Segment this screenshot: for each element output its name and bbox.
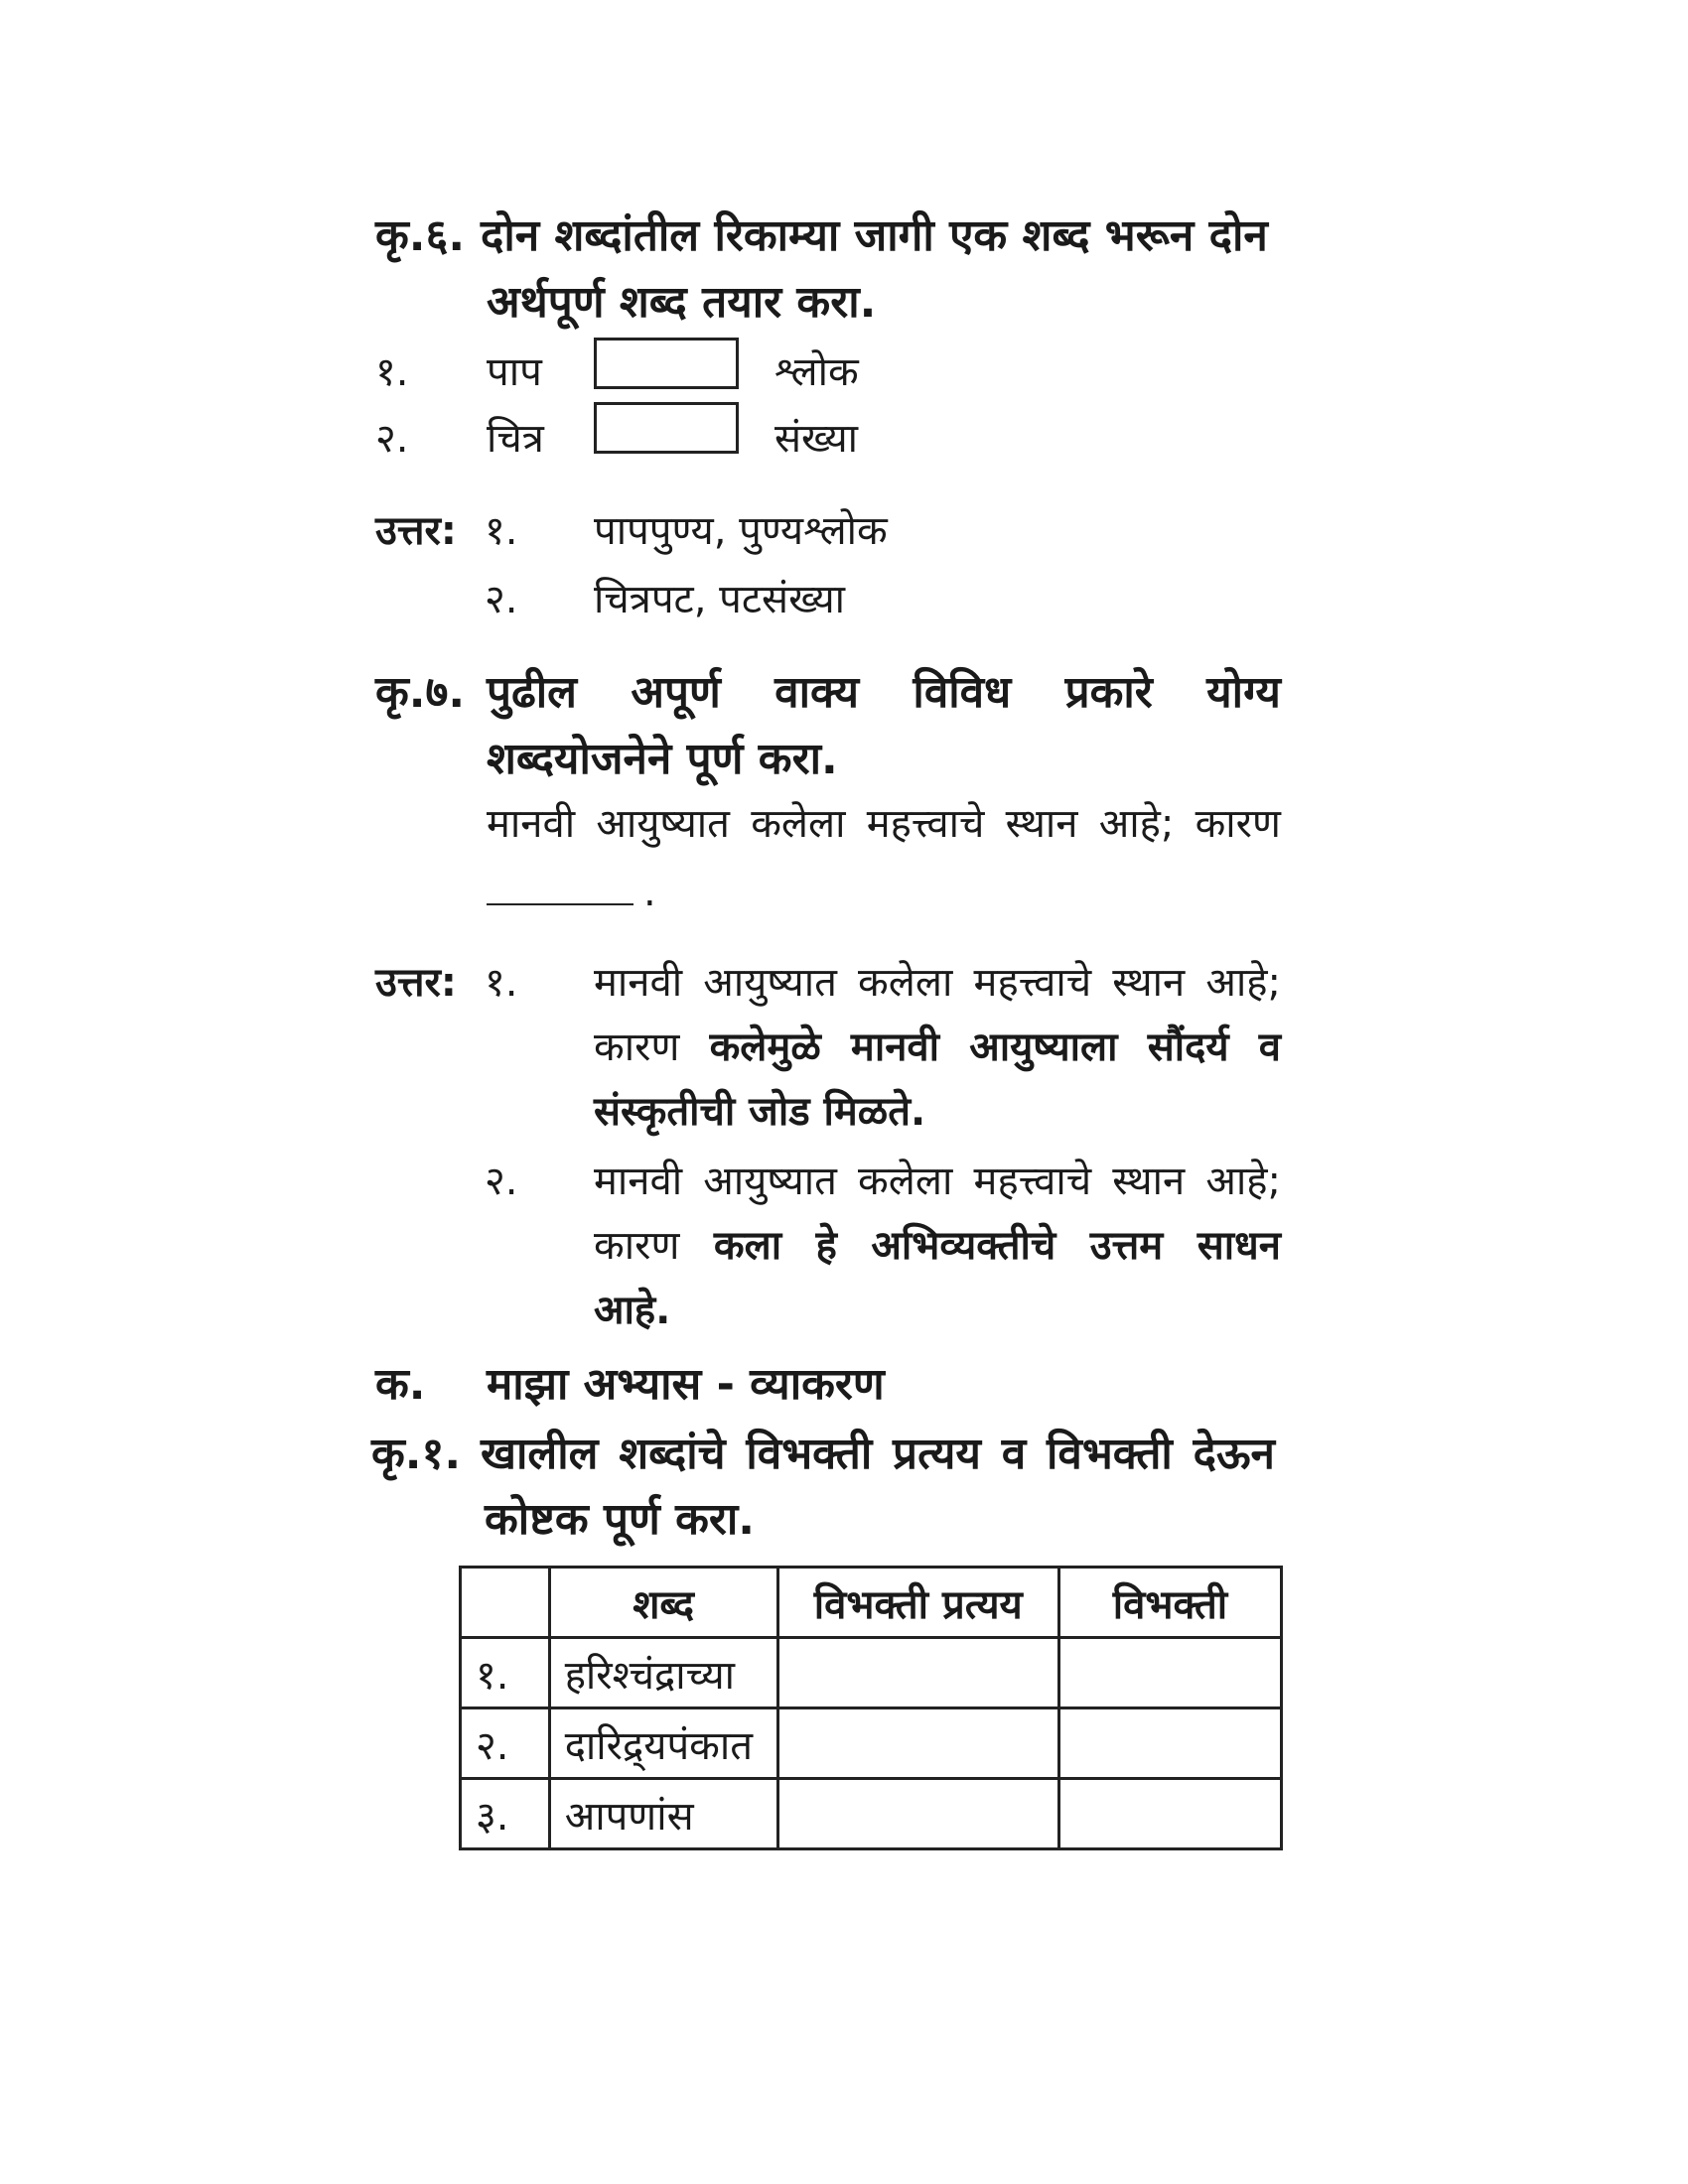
- row-pratyay-cell[interactable]: [777, 1779, 1058, 1849]
- q7-prompt-word: महत्त्वाचे: [866, 801, 985, 847]
- q6-instruction-line2: अर्थपूर्ण शब्द तयार करा.: [487, 277, 877, 328]
- q7-number: कृ.७.: [375, 667, 466, 718]
- q7-answer1-bold-word: व: [1258, 1024, 1281, 1070]
- q7-answer1-word: आयुष्यात: [703, 960, 837, 1006]
- q7-answer1-word: कलेला: [858, 960, 953, 1006]
- vibhakti-table: [459, 1566, 1283, 1850]
- q7-word: प्रकारे: [1064, 667, 1153, 718]
- q6-answer2-text: चित्रपट, पटसंख्या: [594, 577, 846, 622]
- q1-word: शब्दांचे: [619, 1429, 726, 1479]
- row-pratyay-cell[interactable]: [777, 1638, 1058, 1708]
- q6-item2-left-word: चित्र: [487, 416, 544, 462]
- row-word: आपणांस: [549, 1779, 777, 1849]
- q6-answer1-number: १.: [485, 508, 518, 554]
- q7-answer2-word: महत्त्वाचे: [973, 1159, 1092, 1204]
- q7-answer1-bold-word: कलेमुळे: [709, 1024, 821, 1070]
- row-vibhakti-cell[interactable]: [1058, 1779, 1281, 1849]
- q6-item2-right-word: संख्या: [774, 416, 858, 462]
- q7-answer2-word: आयुष्यात: [703, 1159, 837, 1204]
- q6-item1-left-word: पाप: [487, 349, 542, 395]
- table-header-vibhakti: विभक्ती: [1058, 1568, 1281, 1638]
- q7-instruction-line2: शब्दयोजनेने पूर्ण करा.: [487, 734, 838, 784]
- q7-prompt-word: आहे;: [1098, 801, 1175, 847]
- row-word: हरिश्चंद्राच्या: [549, 1638, 777, 1708]
- q1-instruction-line2: कोष्टक पूर्ण करा.: [485, 1494, 756, 1545]
- q7-answer1-line1: [594, 953, 1281, 1008]
- q7-answer2-line2: [594, 1216, 1281, 1271]
- q7-prompt-word: मानवी: [487, 801, 576, 847]
- q7-answer1-karan: कारण: [594, 1024, 680, 1070]
- section-k-title: माझा अभ्यास - व्याकरण: [487, 1359, 885, 1410]
- q6-instruction-line1: दोन शब्दांतील रिकाम्या जागी एक शब्द भरून दोन: [481, 210, 1268, 261]
- q7-answer-label: उत्तर:: [375, 960, 457, 1006]
- row-number: १.: [461, 1638, 550, 1708]
- q6-item2-number: २.: [375, 416, 409, 462]
- table-header-number: [461, 1568, 550, 1638]
- q7-prompt-end: .: [643, 870, 656, 915]
- q7-prompt-word: कारण: [1195, 801, 1281, 847]
- q7-answer2-bold-word: अभिव्यक्तीचे: [871, 1223, 1056, 1269]
- q6-number: कृ.६.: [375, 210, 466, 261]
- q7-prompt-word: आयुष्यात: [596, 801, 730, 847]
- table-header-pratyay: विभक्ती प्रत्यय: [777, 1568, 1058, 1638]
- q7-word: पुढील: [487, 667, 577, 718]
- table-row: [461, 1708, 1282, 1779]
- q7-instruction-line1: [487, 660, 1281, 720]
- row-vibhakti-cell[interactable]: [1058, 1638, 1281, 1708]
- q6-item1-blank-box[interactable]: [594, 338, 739, 389]
- q1-word: खालील: [481, 1429, 599, 1479]
- q7-answer1-word: महत्त्वाचे: [973, 960, 1092, 1006]
- q1-instruction-line1: [481, 1422, 1275, 1481]
- q7-answer2-word: मानवी: [594, 1159, 683, 1204]
- q1-word: देऊन: [1193, 1429, 1275, 1479]
- section-k-label: क.: [375, 1359, 426, 1410]
- q7-word: योग्य: [1206, 667, 1281, 718]
- q7-answer2-word: स्थान: [1112, 1159, 1186, 1204]
- q7-answer2-karan: कारण: [594, 1223, 680, 1269]
- q7-answer1-bold-word: आयुष्याला: [969, 1024, 1118, 1070]
- q7-answer1-bold-word: मानवी: [850, 1024, 940, 1070]
- q1-word: विभक्ती: [1046, 1429, 1173, 1479]
- q6-answer1-text: पापपुण्य, पुण्यश्लोक: [594, 508, 888, 554]
- q7-prompt-word: कलेला: [751, 801, 846, 847]
- q1-word: व: [1001, 1429, 1027, 1479]
- q7-answer2-number: २.: [485, 1159, 518, 1204]
- q7-answer2-bold-word: कला: [713, 1223, 782, 1269]
- q7-word: अपूर्ण: [631, 667, 721, 718]
- table-header-word: शब्द: [549, 1568, 777, 1638]
- row-pratyay-cell[interactable]: [777, 1708, 1058, 1779]
- q6-answer2-number: २.: [485, 577, 518, 622]
- q7-word: विविध: [913, 667, 1012, 718]
- q1-word: विभक्ती: [746, 1429, 873, 1479]
- q7-answer2-line1: [594, 1152, 1281, 1206]
- q7-answer1-line2: [594, 1018, 1281, 1072]
- row-word: दारिद्र्यपंकात: [549, 1708, 777, 1779]
- q1-word: प्रत्यय: [893, 1429, 981, 1479]
- table-row: [461, 1638, 1282, 1708]
- q6-item1-number: १.: [375, 349, 409, 395]
- q7-answer2-word: कलेला: [858, 1159, 953, 1204]
- q7-answer1-word: मानवी: [594, 960, 683, 1006]
- row-vibhakti-cell[interactable]: [1058, 1708, 1281, 1779]
- q7-answer2-bold-word: उत्तम: [1089, 1223, 1164, 1269]
- q6-item2-blank-box[interactable]: [594, 402, 739, 454]
- q7-answer2-bold-word: हे: [815, 1223, 837, 1269]
- q7-fill-blank-line[interactable]: [487, 903, 633, 905]
- row-number: ३.: [461, 1779, 550, 1849]
- q6-item1-right-word: श्लोक: [774, 349, 859, 395]
- q7-prompt-sentence: [487, 794, 1281, 849]
- q7-answer2-line3: आहे.: [594, 1288, 671, 1333]
- q1-number: कृ.१.: [371, 1429, 462, 1479]
- q7-answer1-line3: संस्कृतीची जोड मिळते.: [594, 1089, 926, 1135]
- q7-prompt-word: स्थान: [1005, 801, 1078, 847]
- q7-answer1-number: १.: [485, 960, 518, 1006]
- q7-answer2-bold-word: साधन: [1196, 1223, 1281, 1269]
- table-row: [461, 1779, 1282, 1849]
- q7-word: वाक्य: [774, 667, 860, 718]
- q7-answer1-word: स्थान: [1112, 960, 1186, 1006]
- table-header-row: [461, 1568, 1282, 1638]
- q7-answer1-bold-word: सौंदर्य: [1147, 1024, 1229, 1070]
- q6-answer-label: उत्तर:: [375, 508, 457, 554]
- q7-answer2-word: आहे;: [1205, 1159, 1281, 1204]
- row-number: २.: [461, 1708, 550, 1779]
- q7-answer1-word: आहे;: [1205, 960, 1281, 1006]
